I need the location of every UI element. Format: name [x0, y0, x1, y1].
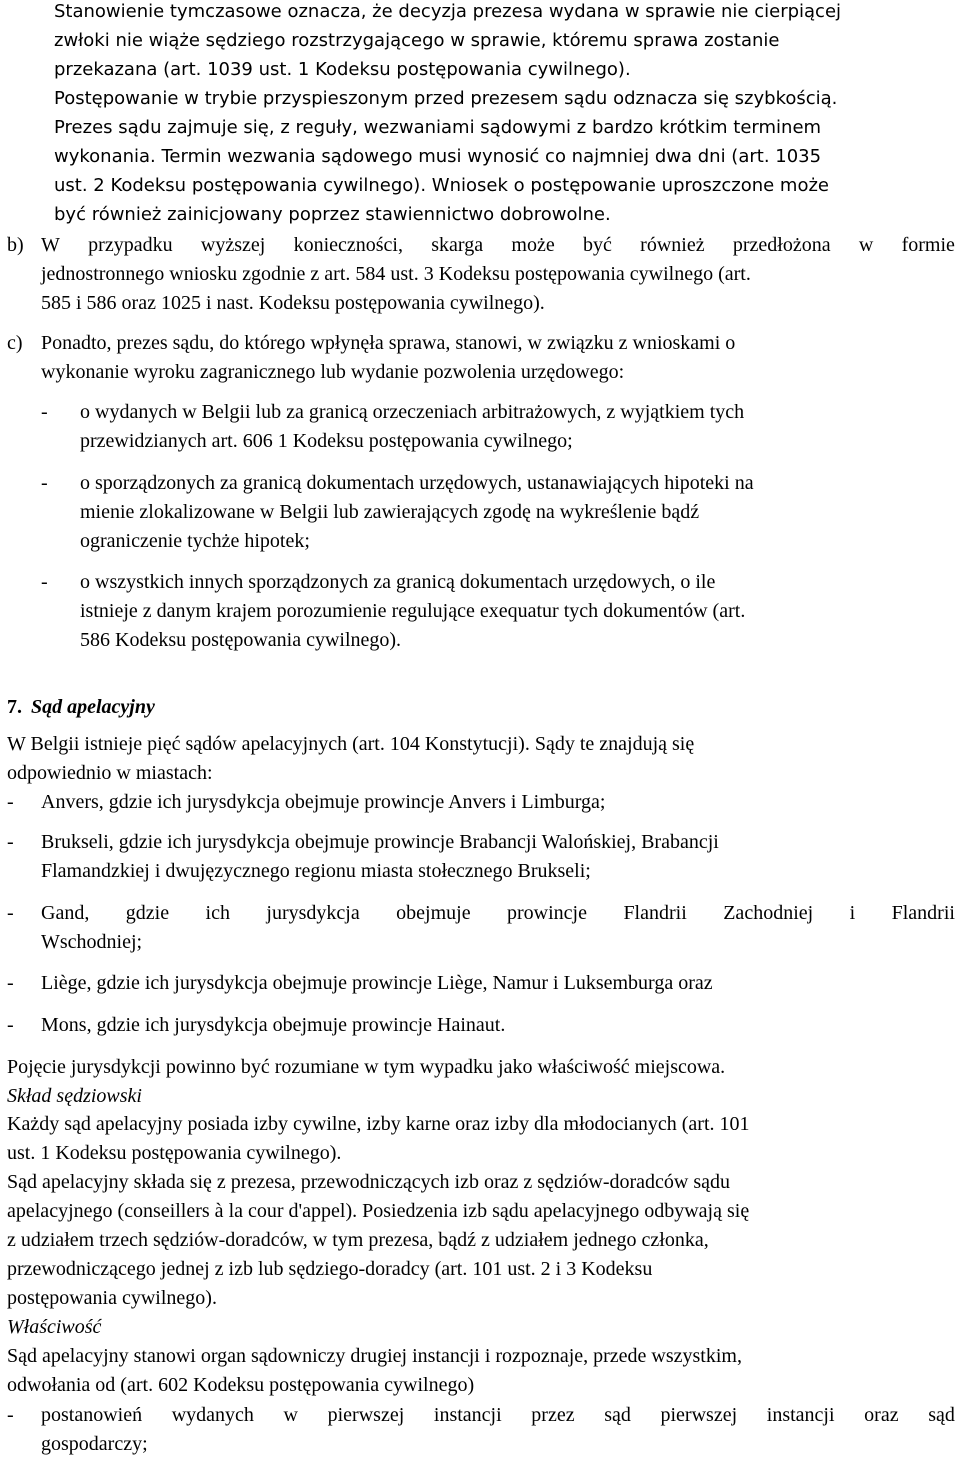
text-line: Sąd apelacyjny stanowi organ sądowniczy drugiej instancji i rozpoznaje, przede wszystkim,	[7, 1345, 742, 1367]
text-line: W Belgii istnieje pięć sądów apelacyjnych (art. 104 Konstytucji). Sądy te znajdują się	[7, 733, 695, 755]
w-item-1-line-2: gospodarczy;	[41, 1433, 148, 1455]
text-line: Postępowanie w trybie przyspieszonym przed prezesem sądu odznacza się szybkością.	[54, 88, 838, 109]
text-line: odpowiednio w miastach:	[7, 762, 213, 784]
text-line: Sąd apelacyjny składa się z prezesa, przewodniczących izb oraz z sędziów-doradców sądu	[7, 1171, 730, 1193]
c-line-2: wykonanie wyroku zagranicznego lub wydanie pozwolenia urzędowego:	[41, 361, 625, 383]
text-line: być również zainicjowany poprzez stawiennictwo dobrowolne.	[54, 204, 611, 225]
text-line: odwołania od (art. 602 Kodeksu postępowania cywilnego)	[7, 1374, 475, 1396]
c-line-1: Ponadto, prezes sądu, do którego wpłynęła sprawa, stanowi, w związku z wnioskami o	[41, 332, 736, 354]
b-line-3: 585 i 586 oraz 1025 i nast. Kodeksu postępowania cywilnego).	[41, 292, 545, 314]
text-line: postępowania cywilnego).	[7, 1287, 217, 1309]
text-line: apelacyjnego (conseillers à la cour d'appel). Posiedzenia izb sądu apelacyjnego odbywają się	[7, 1200, 750, 1222]
text-line: zwłoki nie wiąże sędziego rozstrzygającego w sprawie, któremu sprawa zostanie	[54, 30, 780, 51]
section-heading: Sąd apelacyjny	[31, 696, 155, 718]
text-line: ust. 1 Kodeksu postępowania cywilnego).	[7, 1142, 342, 1164]
dash-bullet: -	[41, 571, 48, 593]
text-line: przewodniczącego jednej z izb lub sędziego-doradcy (art. 101 ust. 2 i 3 Kodeksu	[7, 1258, 653, 1280]
text-line: Stanowienie tymczasowe oznacza, że decyzja prezesa wydana w sprawie nie cierpiącej	[54, 1, 842, 22]
dash-bullet: -	[7, 831, 14, 853]
text-line: Pojęcie jurysdykcji powinno być rozumiane w tym wypadku jako właściwość miejscowa.	[7, 1056, 726, 1078]
text-line: Prezes sądu zajmuje się, z reguły, wezwaniami sądowymi z bardzo krótkim terminem	[54, 117, 822, 138]
text-line: Każdy sąd apelacyjny posiada izby cywilne, izby karne oraz izby dla młodocianych (art. 101	[7, 1113, 750, 1135]
c-item-2-line-2: mienie zlokalizowane w Belgii lub zawierających zgodę na wykreślenie bądź	[80, 501, 700, 523]
section-number: 7.	[7, 696, 22, 718]
city-item-3-line-1: Gand, gdzie ich jurysdykcja obejmuje prowincje Flandrii Zachodniej i Flandrii	[41, 902, 955, 924]
list-marker-b: b)	[7, 234, 24, 256]
city-item-4: Liège, gdzie ich jurysdykcja obejmuje prowincje Liège, Namur i Luksemburga oraz	[41, 972, 713, 994]
dash-bullet: -	[7, 972, 14, 994]
dash-bullet: -	[7, 902, 14, 924]
c-item-1-line-2: przewidzianych art. 606 1 Kodeksu postępowania cywilnego;	[80, 430, 573, 452]
text-line: ust. 2 Kodeksu postępowania cywilnego). Wniosek o postępowanie uproszczone może	[54, 175, 829, 196]
city-item-2-line-2: Flamandzkiej i dwujęzycznego regionu miasta stołecznego Brukseli;	[41, 860, 591, 882]
city-item-5: Mons, gdzie ich jurysdykcja obejmuje prowincje Hainaut.	[41, 1014, 506, 1036]
dash-bullet: -	[7, 1014, 14, 1036]
w-item-1-line-1: postanowień wydanych w pierwszej instancji przez sąd pierwszej instancji oraz sąd	[41, 1404, 955, 1426]
dash-bullet: -	[7, 791, 14, 813]
b-line-1: W przypadku wyższej konieczności, skarga może być również przedłożona w formie	[41, 234, 955, 256]
c-item-2-line-1: o sporządzonych za granicą dokumentach urzędowych, ustanawiających hipoteki na	[80, 472, 754, 494]
dash-bullet: -	[41, 401, 48, 423]
city-item-1: Anvers, gdzie ich jurysdykcja obejmuje prowincje Anvers i Limburga;	[41, 791, 606, 813]
text-line: z udziałem trzech sędziów-doradców, w tym prezesa, bądź z udziałem jednego członka,	[7, 1229, 709, 1251]
c-item-3-line-1: o wszystkich innych sporządzonych za granicą dokumentach urzędowych, o ile	[80, 571, 716, 593]
c-item-3-line-3: 586 Kodeksu postępowania cywilnego).	[80, 629, 402, 651]
c-item-3-line-2: istnieje z danym krajem porozumienie regulujące exequatur tych dokumentów (art.	[80, 600, 746, 622]
b-line-2: jednostronnego wniosku zgodnie z art. 584 ust. 3 Kodeksu postępowania cywilnego (art.	[41, 263, 751, 285]
city-item-2-line-1: Brukseli, gdzie ich jurysdykcja obejmuje prowincje Brabancji Walońskiej, Brabancji	[41, 831, 719, 853]
city-item-3-line-2: Wschodniej;	[41, 931, 143, 953]
subheading-wlasciwosc: Właściwość	[7, 1316, 102, 1338]
list-marker-c: c)	[7, 332, 23, 354]
text-line: wykonania. Termin wezwania sądowego musi wynosić co najmniej dwa dni (art. 1035	[54, 146, 822, 167]
text-line: przekazana (art. 1039 ust. 1 Kodeksu postępowania cywilnego).	[54, 59, 631, 80]
c-item-1-line-1: o wydanych w Belgii lub za granicą orzeczeniach arbitrażowych, z wyjątkiem tych	[80, 401, 745, 423]
dash-bullet: -	[7, 1404, 14, 1426]
c-item-2-line-3: ograniczenie tychże hipotek;	[80, 530, 310, 552]
subheading-sklad: Skład sędziowski	[7, 1085, 142, 1107]
dash-bullet: -	[41, 472, 48, 494]
